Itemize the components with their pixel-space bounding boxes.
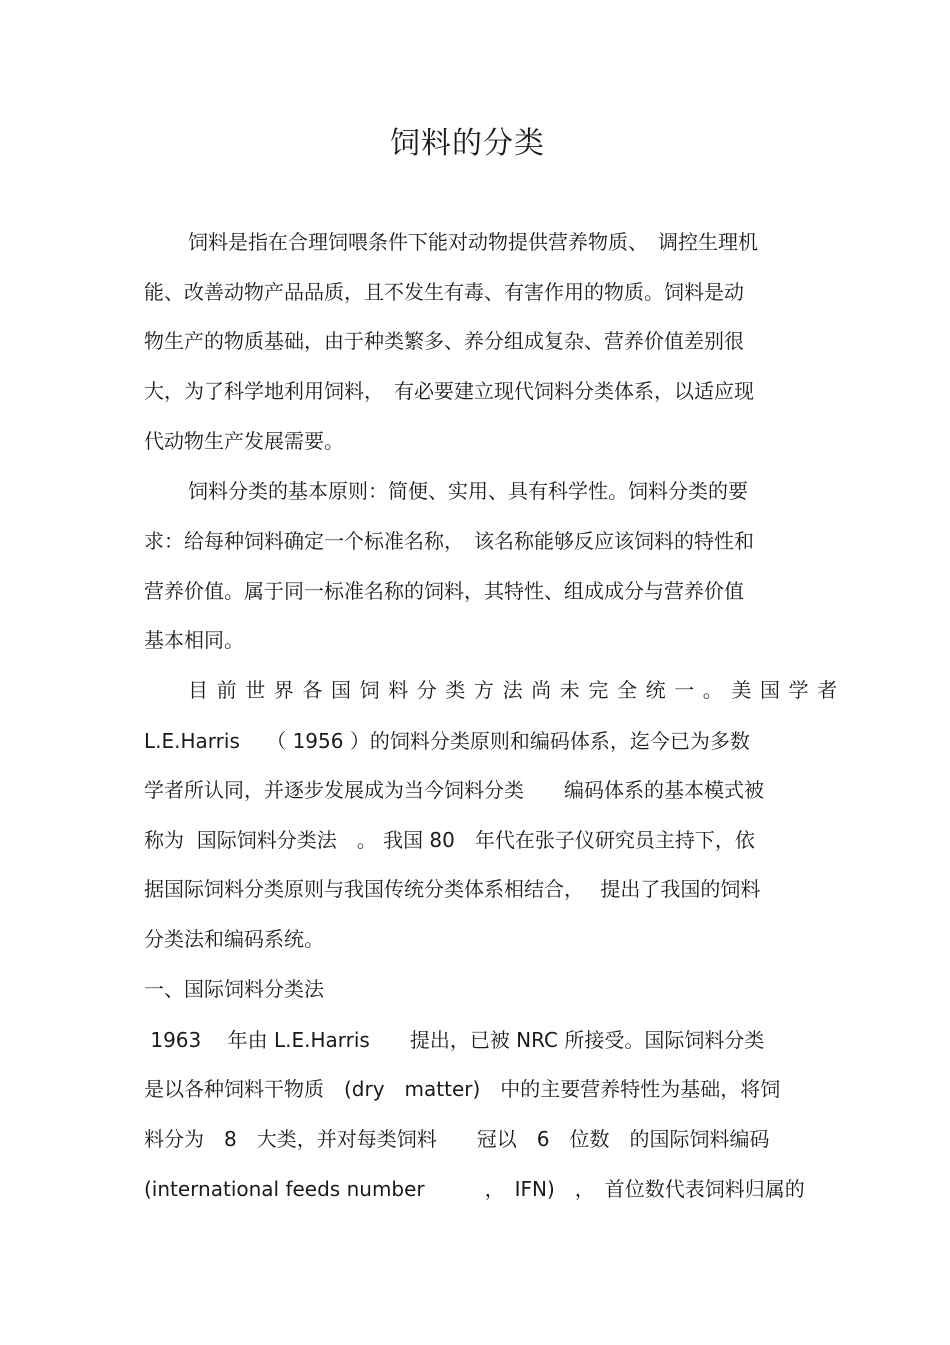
text-line: 代动物生产发展需要。	[144, 429, 344, 453]
text-line: L.E.Harris （ 1956 ）的饲料分类原则和编码体系，迄今已为多数	[144, 729, 750, 753]
text-line: 学者所认同，并逐步发展成为当今饲料分类 编码体系的基本模式被	[144, 778, 764, 802]
text-line: 求：给每种饲料确定一个标准名称， 该名称能够反应该饲料的特性和	[144, 529, 754, 553]
text-line: 饲料分类的基本原则：简便、实用、具有科学性。饲料分类的要	[188, 479, 748, 503]
text-line: 营养价值。属于同一标准名称的饲料，其特性、组成成分与营养价值	[144, 579, 744, 603]
text-line: 据国际饲料分类原则与我国传统分类体系相结合， 提出了我国的饲料	[144, 877, 761, 901]
section-heading: 一、国际饲料分类法	[144, 977, 324, 1001]
text-line: 分类法和编码系统。	[144, 927, 324, 951]
text-line: 1963 年由 L.E.Harris 提出，已被 NRC 所接受。国际饲料分类	[144, 1028, 765, 1052]
text-line: 大，为了科学地利用饲料， 有必要建立现代饲料分类体系，以适应现	[144, 379, 754, 403]
text-line: 是以各种饲料干物质 (dry matter) 中的主要营养特性为基础，将饲	[144, 1077, 781, 1101]
text-line: 称为 国际饲料分类法 。 我国 80 年代在张子仪研究员主持下，依	[144, 828, 755, 852]
page-title: 饲料的分类	[390, 126, 545, 161]
text-line: 能、改善动物产品品质，且不发生有毒、有害作用的物质。饲料是动	[144, 280, 744, 304]
text-line: (international feeds number ， IFN) ， 首位数代表饲料归属的	[144, 1177, 805, 1201]
text-line: 饲料是指在合理饲喂条件下能对动物提供营养物质、 调控生理机	[188, 230, 758, 254]
text-line: 料分为 8 大类，并对每类饲料 冠以 6 位数 的国际饲料编码	[144, 1127, 770, 1151]
text-line: 目前世界各国饲料分类方法尚未完全统一。美国学者	[188, 678, 846, 702]
text-line: 物生产的物质基础，由于种类繁多、养分组成复杂、营养价值差别很	[144, 329, 744, 353]
text-line: 基本相同。	[144, 628, 244, 652]
